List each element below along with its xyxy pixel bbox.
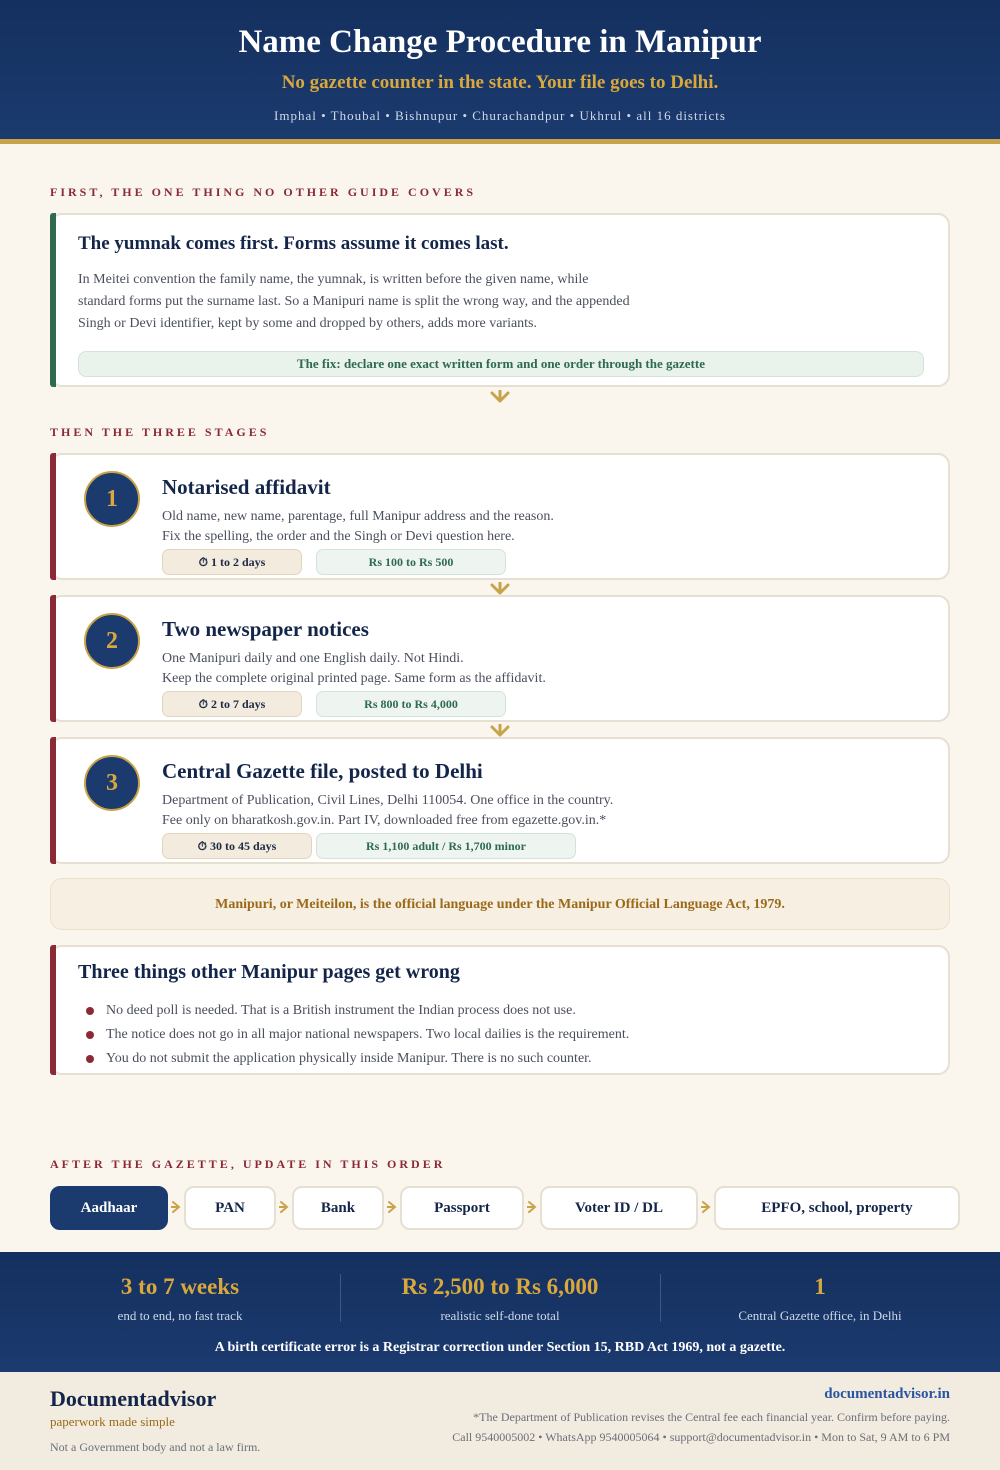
contact-details: Call 9540005002 • WhatsApp 9540005064 • support@documentadvisor.in • Mon to Sat, 9 AM to 6 PM	[452, 1430, 950, 1444]
arrow-right-icon	[171, 1199, 183, 1215]
step-aadhaar: Aadhaar	[50, 1186, 168, 1230]
stage-cost-badge: Rs 800 to Rs 4,000	[316, 691, 506, 717]
stage-card-2	[50, 595, 950, 722]
stage-time-badge: ⏱ 1 to 2 days	[162, 549, 302, 575]
list-item: The notice does not go in all major national newspapers. Two local dailies is the requirement.	[86, 1023, 629, 1047]
common-mistakes-title: Three things other Manipur pages get wrong	[78, 961, 460, 983]
step-voter-id-dl: Voter ID / DL	[540, 1186, 698, 1230]
page-title: Name Change Procedure in Manipur	[238, 24, 762, 60]
stat-label: realistic self-done total	[440, 1308, 560, 1323]
yumnak-body: In Meitei convention the family name, the yumnak, is written before the given name, while standard forms put the surname last. So a Manipuri name is split the wrong way, and the appended Singh or Devi identifier, kept by some and dropped by others, adds more variants.	[78, 272, 630, 331]
stage-card-3	[50, 737, 950, 864]
stage-cost-badge: Rs 100 to Rs 500	[316, 549, 506, 575]
arrow-right-icon	[527, 1199, 539, 1215]
stage-line-1: One Manipuri daily and one English daily. Not Hindi.	[162, 651, 464, 666]
stage-time-badge: ⏱ 2 to 7 days	[162, 691, 302, 717]
step-pan: PAN	[184, 1186, 276, 1230]
arrow-right-icon	[701, 1199, 713, 1215]
stat-value: Rs 2,500 to Rs 6,000	[401, 1274, 599, 1299]
step-passport: Passport	[400, 1186, 524, 1230]
stage-card-1	[50, 453, 950, 580]
step-epfo-school-property: EPFO, school, property	[714, 1186, 960, 1230]
stage-title: Two newspaper notices	[162, 617, 369, 641]
brand-tagline: paperwork made simple	[50, 1414, 175, 1429]
fee-footnote: *The Department of Publication revises the Central fee each financial year. Confirm before paying.	[473, 1410, 950, 1424]
intro-section-label: FIRST, THE ONE THING NO OTHER GUIDE COVERS	[50, 185, 477, 199]
birth-certificate-note: A birth certificate error is a Registrar correction under Section 15, RBD Act 1969, not a gazette.	[214, 1340, 786, 1355]
disclaimer: Not a Government body and not a law firm.	[50, 1440, 261, 1454]
districts-line: Imphal • Thoubal • Bishnupur • Churachandpur • Ukhrul • all 16 districts	[274, 108, 726, 123]
stage-title: Central Gazette file, posted to Delhi	[162, 759, 483, 783]
language-note: Manipuri, or Meiteilon, is the official language under the Manipur Official Language Act, 1979.	[50, 878, 950, 930]
stage-line-1: Old name, new name, parentage, full Manipur address and the reason.	[162, 509, 554, 524]
stat-label: end to end, no fast track	[117, 1308, 243, 1323]
arrow-right-icon	[279, 1199, 291, 1215]
after-section-label: AFTER THE GAZETTE, UPDATE IN THIS ORDER	[50, 1157, 446, 1171]
page-header	[0, 0, 1000, 144]
stage-time-badge: ⏱ 30 to 45 days	[162, 833, 312, 859]
common-mistakes-card	[50, 945, 950, 1075]
stages-section-label: THEN THE THREE STAGES	[50, 425, 270, 439]
brand-name: Documentadvisor	[50, 1386, 217, 1411]
list-item: No deed poll is needed. That is a British instrument the Indian process does not use.	[86, 999, 629, 1023]
page-footer	[0, 1372, 1000, 1470]
chevron-down-icon	[487, 390, 513, 406]
stage-number: 3	[84, 755, 140, 811]
stat-value: 1	[814, 1274, 826, 1299]
common-mistakes-list	[86, 999, 629, 1071]
stage-line-2: Fix the spelling, the order and the Singh or Devi question here.	[162, 529, 515, 544]
stage-line-1: Department of Publication, Civil Lines, Delhi 110054. One office in the country.	[162, 793, 614, 808]
yumnak-card	[50, 213, 950, 387]
fix-pill: The fix: declare one exact written form and one order through the gazette	[78, 351, 924, 377]
stage-number: 1	[84, 471, 140, 527]
website-link[interactable]: documentadvisor.in	[824, 1386, 950, 1402]
stat-value: 3 to 7 weeks	[120, 1274, 240, 1299]
list-item: You do not submit the application physically inside Manipur. There is no such counter.	[86, 1047, 629, 1071]
stage-number: 2	[84, 613, 140, 669]
page-subtitle: No gazette counter in the state. Your file goes to Delhi.	[281, 72, 719, 93]
stats-band	[0, 1252, 1000, 1372]
step-bank: Bank	[292, 1186, 384, 1230]
arrow-right-icon	[387, 1199, 399, 1215]
stat-label: Central Gazette office, in Delhi	[738, 1308, 902, 1323]
stage-cost-badge: Rs 1,100 adult / Rs 1,700 minor	[316, 833, 576, 859]
yumnak-title: The yumnak comes first. Forms assume it comes last.	[78, 233, 509, 254]
stage-line-2: Keep the complete original printed page. Same form as the affidavit.	[162, 671, 546, 686]
stage-line-2: Fee only on bharatkosh.gov.in. Part IV, downloaded free from egazette.gov.in.*	[162, 813, 607, 828]
stage-title: Notarised affidavit	[162, 475, 331, 499]
